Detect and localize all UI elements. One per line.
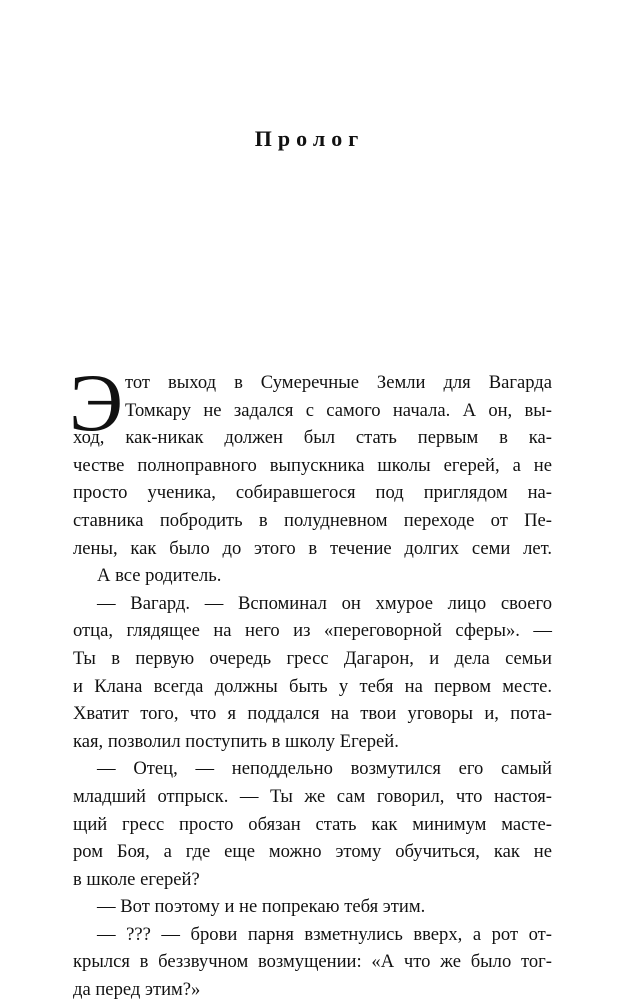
text-line: лены, как было до этого в течение долгих семи лет. <box>73 537 552 559</box>
text-line: младший отпрыск. — Ты же сам говорил, что настоя- <box>73 785 552 807</box>
text-line: ставника побродить в полудневном переходе от Пе- <box>73 509 552 531</box>
text-line: щий гресс просто обязан стать как минимум масте- <box>73 813 552 835</box>
text-line: Ты в первую очередь гресс Дагарон, и дела семьи <box>73 647 552 669</box>
text-line: — Отец, — неподдельно возмутился его самый <box>97 758 552 780</box>
text-line: и Клана всегда должны быть у тебя на первом месте. <box>73 675 552 697</box>
text-line: тот выход в Сумеречные Земли для Вагарда <box>125 372 552 393</box>
text-line: просто ученика, собиравшегося под приглядом на- <box>73 482 552 504</box>
text-line: А все родитель. <box>97 565 222 587</box>
text-line: ром Боя, а где еще можно этому обучиться, как не <box>73 841 552 863</box>
chapter-title: Пролог <box>254 126 365 151</box>
drop-cap: Э <box>69 357 124 448</box>
text-line: да перед этим?» <box>73 979 201 1001</box>
text-line: Томкару не задался с самого начала. А он, вы- <box>125 399 552 421</box>
text-line: — Вот поэтому и не попрекаю тебя этим. <box>97 896 426 918</box>
text-line: честве полноправного выпускника школы егерей, а не <box>73 454 552 476</box>
text-line: — Вагард. — Вспоминал он хмурое лицо своего <box>97 592 552 614</box>
prologue-text <box>69 357 552 1004</box>
text-line: отца, глядящее на него из «переговорной сферы». — <box>73 620 552 642</box>
text-line: Хватит того, что я поддался на твои уговоры и, пота- <box>73 703 552 725</box>
text-line: — ??? — брови парня взметнулись вверх, а рот от- <box>97 923 552 945</box>
text-line: крылся в беззвучном возмущении: «А что же было тог- <box>73 951 552 973</box>
text-line: в школе егерей? <box>73 868 200 890</box>
text-line: кая, позволил поступить в школу Егерей. <box>73 730 399 752</box>
text-line: ход, как-никак должен был стать первым в ка- <box>73 427 552 449</box>
